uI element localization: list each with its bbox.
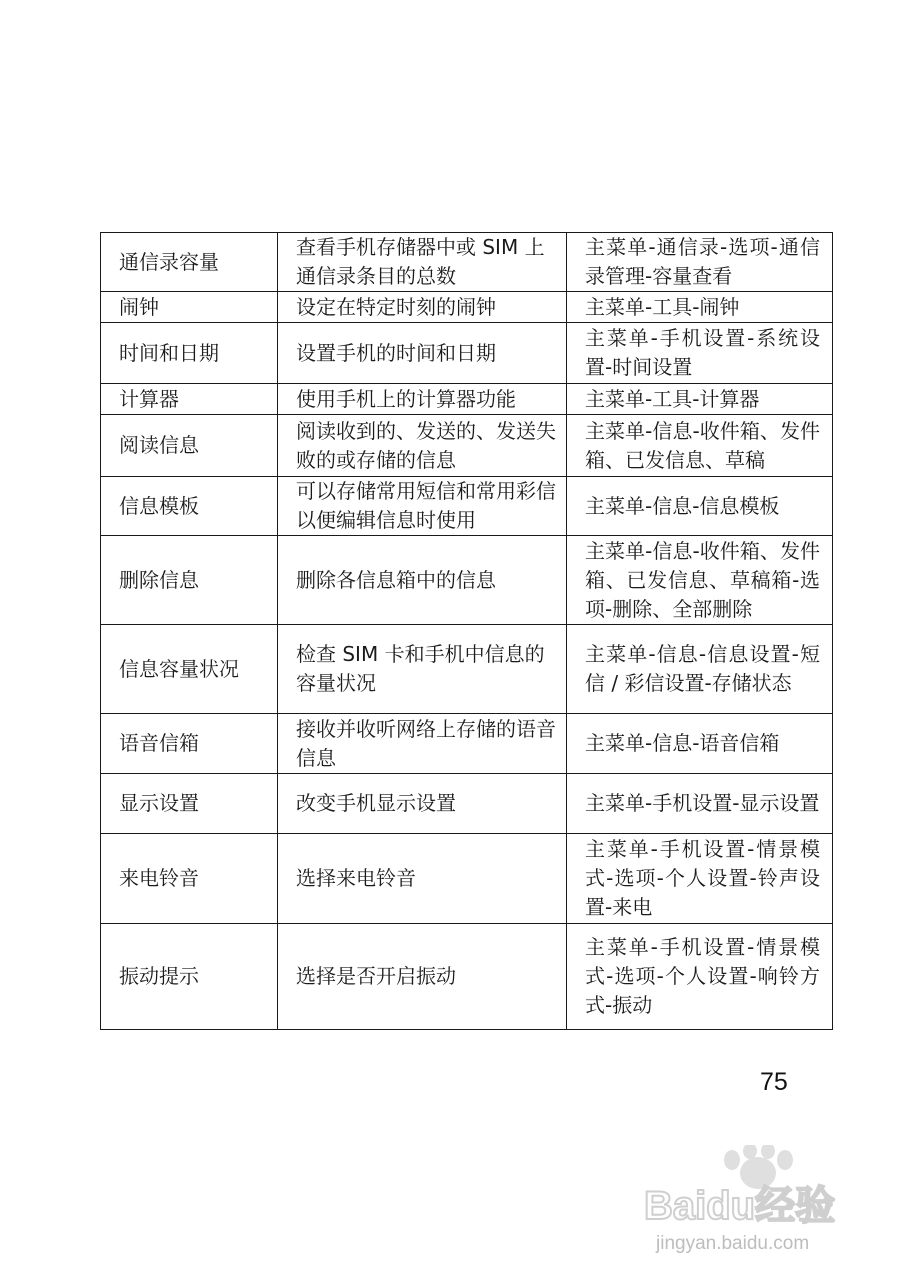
description-cell: 选择来电铃音: [278, 834, 567, 924]
menu-path-cell: 主菜单-工具-闹钟: [567, 292, 833, 323]
description-cell: 可以存储常用短信和常用彩信以便编辑信息时使用: [278, 477, 567, 536]
feature-cell: 信息模板: [101, 477, 278, 536]
description-cell: 阅读收到的、发送的、发送失败的或存储的信息: [278, 415, 567, 477]
menu-path-cell: 主菜单-信息-语音信箱: [567, 714, 833, 774]
description-cell: 选择是否开启振动: [278, 924, 567, 1030]
table-row: [101, 834, 833, 924]
baidu-watermark: [640, 1145, 870, 1265]
table-row: [101, 625, 833, 714]
table-row: [101, 384, 833, 415]
menu-path-cell: 主菜单-信息-收件箱、发件箱、已发信息、草稿: [567, 415, 833, 477]
watermark-url-text: jingyan.baidu.com: [656, 1233, 810, 1254]
menu-path-cell: 主菜单-信息-收件箱、发件箱、已发信息、草稿箱-选项-删除、全部删除: [567, 536, 833, 625]
description-cell: 使用手机上的计算器功能: [278, 384, 567, 415]
description-cell: 删除各信息箱中的信息: [278, 536, 567, 625]
table-row: [101, 774, 833, 834]
description-cell: 检查 SIM 卡和手机中信息的容量状况: [278, 625, 567, 714]
table-row: [101, 292, 833, 323]
page-number: 75: [760, 1068, 788, 1096]
description-cell: 设定在特定时刻的闹钟: [278, 292, 567, 323]
feature-cell: 语音信箱: [101, 714, 278, 774]
paw-icon: [724, 1145, 793, 1189]
description-cell: 改变手机显示设置: [278, 774, 567, 834]
feature-cell: 来电铃音: [101, 834, 278, 924]
watermark-brand-text: Baidu经验: [644, 1184, 836, 1228]
menu-path-cell: 主菜单-通信录-选项-通信录管理-容量查看: [567, 233, 833, 292]
feature-cell: 闹钟: [101, 292, 278, 323]
feature-cell: 显示设置: [101, 774, 278, 834]
table-row: [101, 536, 833, 625]
menu-path-cell: 主菜单-工具-计算器: [567, 384, 833, 415]
feature-cell: 振动提示: [101, 924, 278, 1030]
table-row: [101, 477, 833, 536]
table-row: [101, 714, 833, 774]
feature-cell: 通信录容量: [101, 233, 278, 292]
menu-path-cell: 主菜单-信息-信息模板: [567, 477, 833, 536]
menu-path-cell: 主菜单-手机设置-系统设置-时间设置: [567, 323, 833, 384]
description-cell: 接收并收听网络上存储的语音信息: [278, 714, 567, 774]
feature-cell: 信息容量状况: [101, 625, 278, 714]
table-row: [101, 323, 833, 384]
table-row: [101, 415, 833, 477]
menu-path-cell: 主菜单-手机设置-情景模式-选项-个人设置-铃声设置-来电: [567, 834, 833, 924]
feature-table: [100, 232, 833, 1030]
menu-path-cell: 主菜单-信息-信息设置-短信 / 彩信设置-存储状态: [567, 625, 833, 714]
table-row: [101, 233, 833, 292]
menu-path-cell: 主菜单-手机设置-情景模式-选项-个人设置-响铃方式-振动: [567, 924, 833, 1030]
description-cell: 查看手机存储器中或 SIM 上通信录条目的总数: [278, 233, 567, 292]
table-row: [101, 924, 833, 1030]
description-cell: 设置手机的时间和日期: [278, 323, 567, 384]
feature-cell: 删除信息: [101, 536, 278, 625]
feature-cell: 计算器: [101, 384, 278, 415]
feature-cell: 阅读信息: [101, 415, 278, 477]
menu-path-cell: 主菜单-手机设置-显示设置: [567, 774, 833, 834]
feature-cell: 时间和日期: [101, 323, 278, 384]
